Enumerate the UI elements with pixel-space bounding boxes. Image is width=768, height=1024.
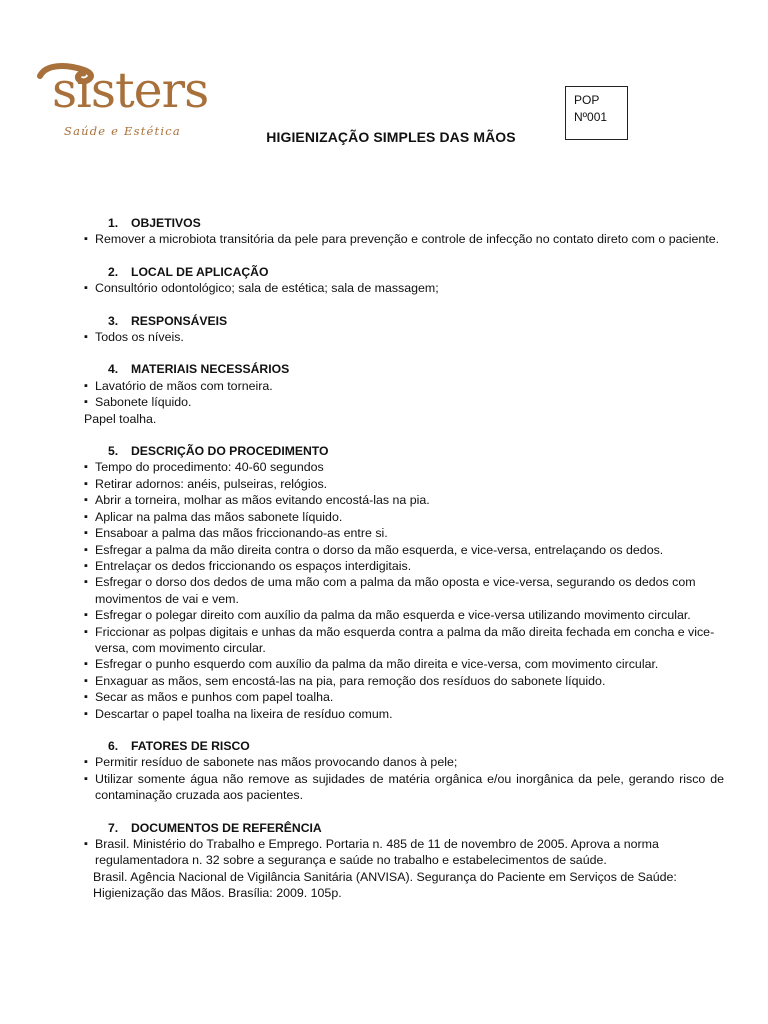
list-item: ▪ Esfregar o polegar direito com auxílio da palma da mão esquerda e vice-versa utilizando movimento circular.	[84, 607, 724, 623]
section-heading: 7. DOCUMENTOS DE REFERÊNCIA	[108, 820, 322, 835]
list-item: ▪ Tempo do procedimento: 40-60 segundos	[84, 459, 724, 475]
section-fatores-risco	[84, 738, 724, 804]
list-item: ▪ Permitir resíduo de sabonete nas mãos provocando danos à pele;	[84, 754, 724, 770]
section-heading: 6. FATORES DE RISCO	[108, 738, 250, 753]
section-heading: 2. LOCAL DE APLICAÇÃO	[108, 264, 269, 279]
section-referencias	[84, 820, 724, 902]
section-heading: 3. RESPONSÁVEIS	[108, 313, 228, 328]
list-item: ▪ Remover a microbiota transitória da pele para prevenção e controle de infecção no contato direto com o paciente.	[84, 231, 724, 247]
section-objetivos	[84, 215, 724, 248]
section-responsaveis	[84, 313, 724, 346]
list-item: ▪ Retirar adornos: anéis, pulseiras, relógios.	[84, 476, 724, 492]
list-item: ▪ Esfregar a palma da mão direita contra o dorso da mão esquerda, e vice-versa, entrelaçando os dedos.	[84, 542, 724, 558]
section-procedimento	[84, 443, 724, 722]
list-text: Papel toalha.	[84, 411, 157, 426]
list-item: ▪ Aplicar na palma das mãos sabonete líquido.	[84, 509, 724, 525]
list-item: ▪ Secar as mãos e punhos com papel toalha.	[84, 689, 724, 705]
logo-tagline: Saúde e Estética	[64, 124, 181, 138]
list-item: ▪ Sabonete líquido.	[84, 394, 724, 410]
list-item: ▪ Esfregar o dorso dos dedos de uma mão com a palma da mão oposta e vice-versa, segurando os dedos com movimentos de vai e vem.	[84, 574, 724, 607]
logo-wordmark: sisters	[52, 62, 209, 119]
pop-number: Nº001	[574, 110, 608, 124]
section-materiais	[84, 361, 724, 427]
reference-item: Brasil. Agência Nacional de Vigilância Sanitária (ANVISA). Segurança do Paciente em Serviços de Saúde: Higienização das Mãos. Brasília: 2009. 105p.	[93, 869, 677, 901]
section-local	[84, 264, 724, 297]
list-item: ▪ Ensaboar a palma das mãos friccionando-as entre si.	[84, 525, 724, 541]
list-item: ▪ Enxaguar as mãos, sem encostá-las na pia, para remoção dos resíduos do sabonete líquido.	[84, 673, 724, 689]
list-item: ▪ Utilizar somente água não remove as sujidades de matéria orgânica e/ou inorgânica da pele, gerando risco de contaminação cruzada aos pacientes.	[84, 771, 724, 804]
list-item: ▪ Lavatório de mãos com torneira.	[84, 378, 724, 394]
list-item: ▪ Friccionar as polpas digitais e unhas da mão esquerda contra a palma da mão direita fechada em concha e vice-versa, com movimento circular.	[84, 624, 724, 657]
section-heading: 5. DESCRIÇÃO DO PROCEDIMENTO	[108, 444, 329, 459]
list-item: ▪ Todos os níveis.	[84, 329, 724, 345]
section-heading: 4. MATERIAIS NECESSÁRIOS	[108, 362, 290, 377]
list-item: ▪ Abrir a torneira, molhar as mãos evitando encostá-las na pia.	[84, 492, 724, 508]
list-item: ▪ Esfregar o punho esquerdo com auxílio da palma da mão direita e vice-versa, com movimento circular.	[84, 656, 724, 672]
section-heading: 1. OBJETIVOS	[108, 216, 201, 230]
document-title: HIGIENIZAÇÃO SIMPLES DAS MÃOS	[266, 129, 516, 145]
document-body	[84, 215, 724, 918]
list-item: ▪ Descartar o papel toalha na lixeira de resíduo comum.	[84, 706, 724, 722]
pop-label: POP	[574, 93, 600, 107]
reference-item: ▪ Brasil. Ministério do Trabalho e Emprego. Portaria n. 485 de 11 de novembro de 2005. Aprova a norma regulamentadora n. 32 sobre a segurança e saúde no trabalho e estabelecimentos de saúde.	[84, 836, 724, 869]
list-item: ▪ Consultório odontológico; sala de estética; sala de massagem;	[84, 280, 724, 296]
list-item: ▪ Entrelaçar os dedos friccionando os espaços interdigitais.	[84, 558, 724, 574]
